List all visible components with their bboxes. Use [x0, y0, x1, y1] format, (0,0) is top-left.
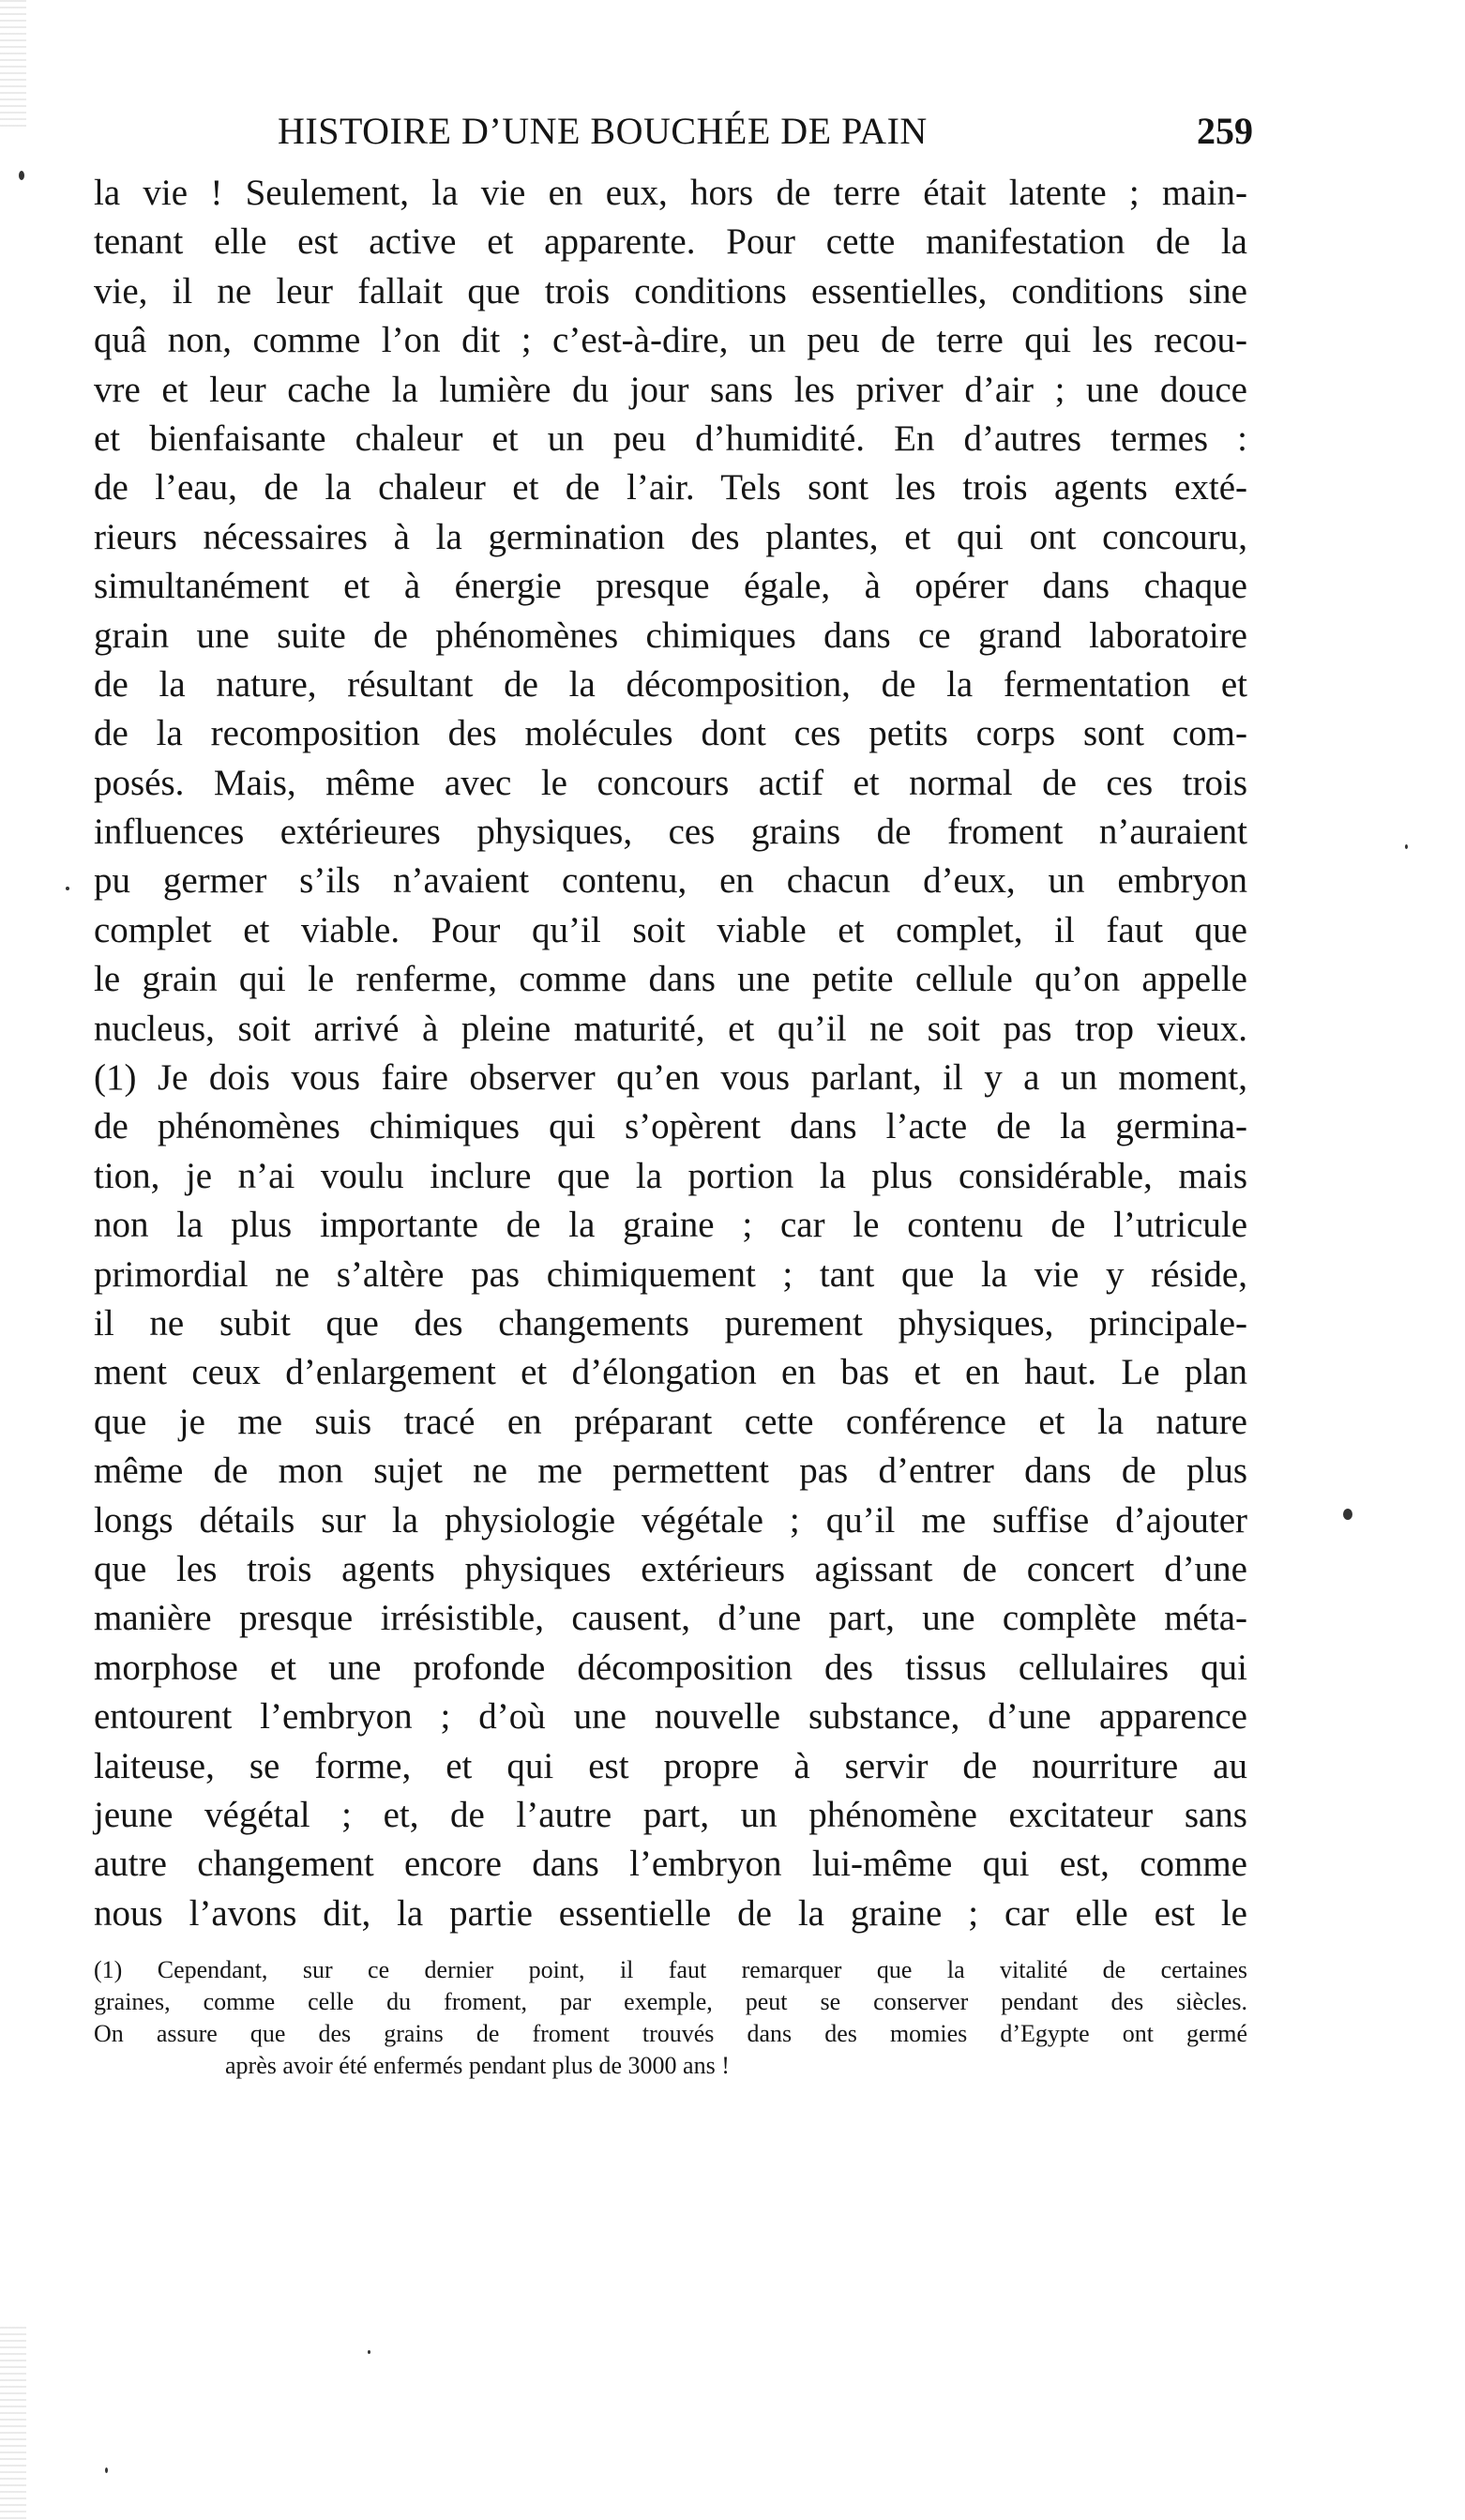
text-line: de la recomposition des molécules dont ces petits corps sont com- — [94, 713, 1247, 754]
text-line: nous l’avons dit, la partie essentielle de la graine ; car elle est le — [94, 1892, 1247, 1934]
text-line: posés. Mais, même avec le concours actif et normal de ces trois — [94, 762, 1247, 803]
text-line: et bienfaisante chaleur et un peu d’humidité. En d’autres termes : — [94, 417, 1247, 459]
scan-edge-noise — [0, 0, 26, 131]
ink-speck — [368, 2350, 370, 2354]
text-line: complet et viable. Pour qu’il soit viable et complet, il faut que — [94, 909, 1247, 950]
footnote-line: (1) Cependant, sur ce dernier point, il faut remarquer que la vitalité de certaines — [94, 1956, 1247, 1983]
text-line: (1) Je dois vous faire observer qu’en vous parlant, il y a un moment, — [94, 1057, 1247, 1099]
text-line: la vie ! Seulement, la vie en eux, hors de terre était latente ; main- — [94, 173, 1247, 213]
text-line: rieurs nécessaires à la germination des plantes, et qui ont concouru, — [94, 516, 1247, 557]
text-line: tion, je n’ai voulu inclure que la portion la plus considérable, mais — [94, 1155, 1247, 1196]
text-line: le grain qui le renferme, comme dans une petite cellule qu’on appelle — [94, 959, 1247, 1000]
scan-edge-noise — [0, 2327, 26, 2520]
ink-speck — [19, 171, 24, 180]
body-text — [94, 169, 1247, 1938]
text-line: il ne subit que des changements purement physiques, principale- — [94, 1302, 1247, 1343]
text-line: que je me suis tracé en préparant cette conférence et la nature — [94, 1401, 1247, 1442]
text-line: de phénomènes chimiques qui s’opèrent dans l’acte de la germina- — [94, 1106, 1247, 1147]
footnote-line: après avoir été enfermés pendant plus de 3000 ans ! — [225, 2052, 730, 2079]
text-line: ment ceux d’enlargement et d’élongation en bas et en haut. Le plan — [94, 1352, 1247, 1393]
ink-speck — [105, 2467, 108, 2473]
text-line: grain une suite de phénomènes chimiques dans ce grand laboratoire — [94, 615, 1247, 656]
text-line: primordial ne s’altère pas chimiquement ; tant que la vie y réside, — [94, 1253, 1247, 1295]
text-line: autre changement encore dans l’embryon lui-même qui est, comme — [94, 1844, 1247, 1885]
text-line: quâ non, comme l’on dit ; c’est-à-dire, un peu de terre qui les recou- — [94, 320, 1247, 361]
text-line: simultanément et à énergie presque égale, à opérer dans chaque — [94, 566, 1247, 607]
text-line: tenant elle est active et apparente. Pour cette manifestation de la — [94, 221, 1247, 263]
running-title: HISTOIRE D’UNE BOUCHÉE DE PAIN — [278, 110, 928, 152]
text-line: de l’eau, de la chaleur et de l’air. Tels sont les trois agents exté- — [94, 467, 1247, 509]
text-line: entourent l’embryon ; d’où une nouvelle substance, d’une apparence — [94, 1696, 1247, 1738]
text-line: vre et leur cache la lumière du jour sans les priver d’air ; une douce — [94, 369, 1247, 410]
text-line: morphose et une profonde décomposition des tissus cellulaires qui — [94, 1647, 1247, 1688]
text-line: influences extérieures physiques, ces grains de froment n’auraient — [94, 812, 1247, 853]
text-line: nucleus, soit arrivé à pleine maturité, et qu’il ne soit pas trop vieux. — [94, 1008, 1247, 1049]
text-line: non la plus importante de la graine ; car le contenu de l’utricule — [94, 1205, 1247, 1246]
ink-speck — [66, 887, 69, 890]
text-line: de la nature, résultant de la décomposition, de la fermentation et — [94, 663, 1247, 705]
text-line: laiteuse, se forme, et qui est propre à servir de nourriture au — [94, 1745, 1247, 1786]
footnote-line: On assure que des grains de froment trouvés dans des momies d’Egypte ont germé — [94, 2020, 1247, 2047]
ink-speck — [1405, 844, 1408, 849]
text-line: longs détails sur la physiologie végétale ; qu’il me suffise d’ajouter — [94, 1499, 1247, 1541]
text-line: que les trois agents physiques extérieurs agissant de concert d’une — [94, 1548, 1247, 1589]
text-line: même de mon sujet ne me permettent pas d’entrer dans de plus — [94, 1450, 1247, 1492]
text-line: vie, il ne leur fallait que trois conditions essentielles, conditions sine — [94, 270, 1247, 311]
text-line: pu germer s’ils n’avaient contenu, en chacun d’eux, un embryon — [94, 860, 1247, 902]
footnote — [94, 1954, 1247, 2082]
ink-speck — [1343, 1509, 1352, 1520]
text-line: manière presque irrésistible, causent, d’une part, une complète méta- — [94, 1598, 1247, 1639]
page-number: 259 — [1197, 110, 1253, 152]
text-line: jeune végétal ; et, de l’autre part, un phénomène excitateur sans — [94, 1794, 1247, 1835]
footnote-line: graines, comme celle du froment, par exemple, peut se conserver pendant des siècles. — [94, 1988, 1247, 2015]
running-header — [278, 103, 1253, 159]
